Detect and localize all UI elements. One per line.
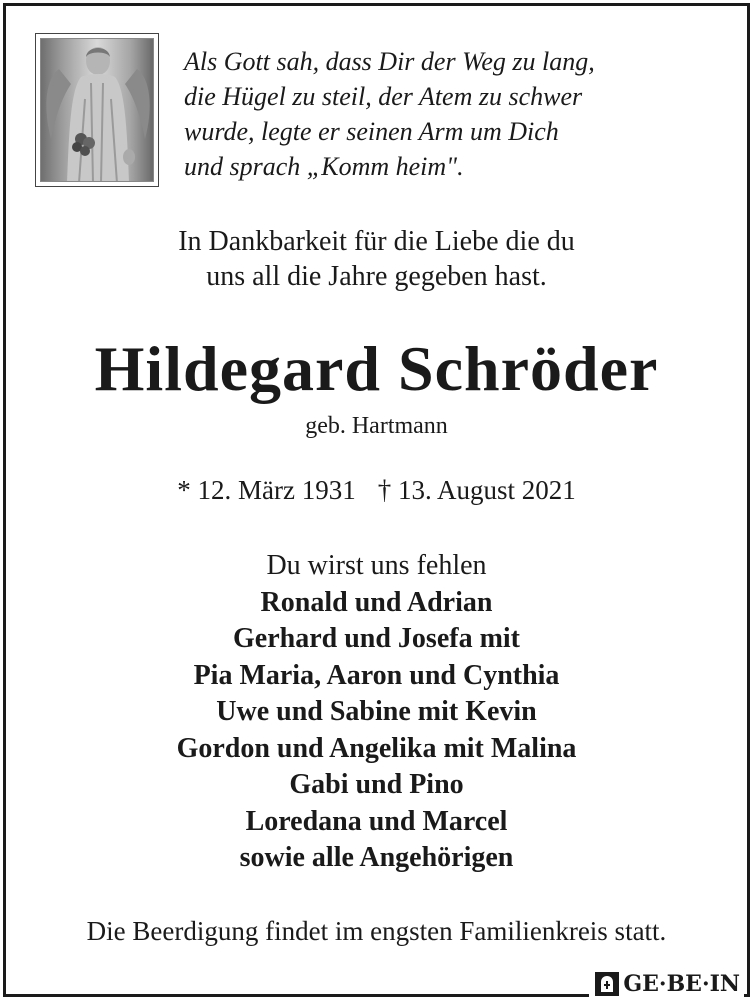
dedication-line: In Dankbarkeit für die Liebe die du [178, 226, 575, 257]
mourner-line: sowie alle Angehörigen [239, 842, 514, 873]
maiden-name: geb. Hartmann [305, 413, 448, 439]
mourner-line: Pia Maria, Aaron und Cynthia [193, 659, 560, 691]
mourners-intro: Du wirst uns fehlen [266, 550, 487, 581]
mourner-line: Uwe und Sabine mit Kevin [216, 696, 537, 727]
death-date: † 13. August 2021 [377, 475, 576, 505]
poem-line: die Hügel zu steil, der Atem zu schwer [184, 82, 583, 111]
gebein-logo-icon [595, 972, 619, 996]
obituary-frame [3, 3, 750, 997]
mourner-line: Gabi und Pino [289, 769, 464, 800]
mourners-list [6, 548, 747, 877]
life-dates [6, 473, 747, 507]
mourner-line: Loredana und Marcel [245, 805, 508, 837]
angel-photo-frame [35, 33, 159, 187]
funeral-note: Die Beerdigung findet im engsten Familienkreis statt. [86, 916, 667, 946]
poem-line: und sprach „Komm heim". [184, 152, 464, 181]
dedication-line: uns all die Jahre gegeben hast. [206, 261, 547, 292]
mourner-line: Gerhard und Josefa mit [233, 623, 520, 654]
mourner-line: Ronald und Adrian [260, 586, 493, 618]
poem [184, 44, 724, 184]
gebein-logo-text: GE·BE·IN [623, 971, 740, 997]
poem-line: Als Gott sah, dass Dir der Weg zu lang, [184, 47, 595, 76]
birth-date: * 12. März 1931 [177, 475, 356, 505]
dedication [6, 224, 747, 294]
mourner-line: Gordon und Angelika mit Malina [176, 732, 577, 764]
poem-line: wurde, legte er seinen Arm um Dich [184, 117, 559, 146]
angel-statue-image [40, 38, 154, 182]
gebein-logo [589, 968, 744, 1000]
deceased-name: Hildegard Schröder [94, 333, 659, 404]
